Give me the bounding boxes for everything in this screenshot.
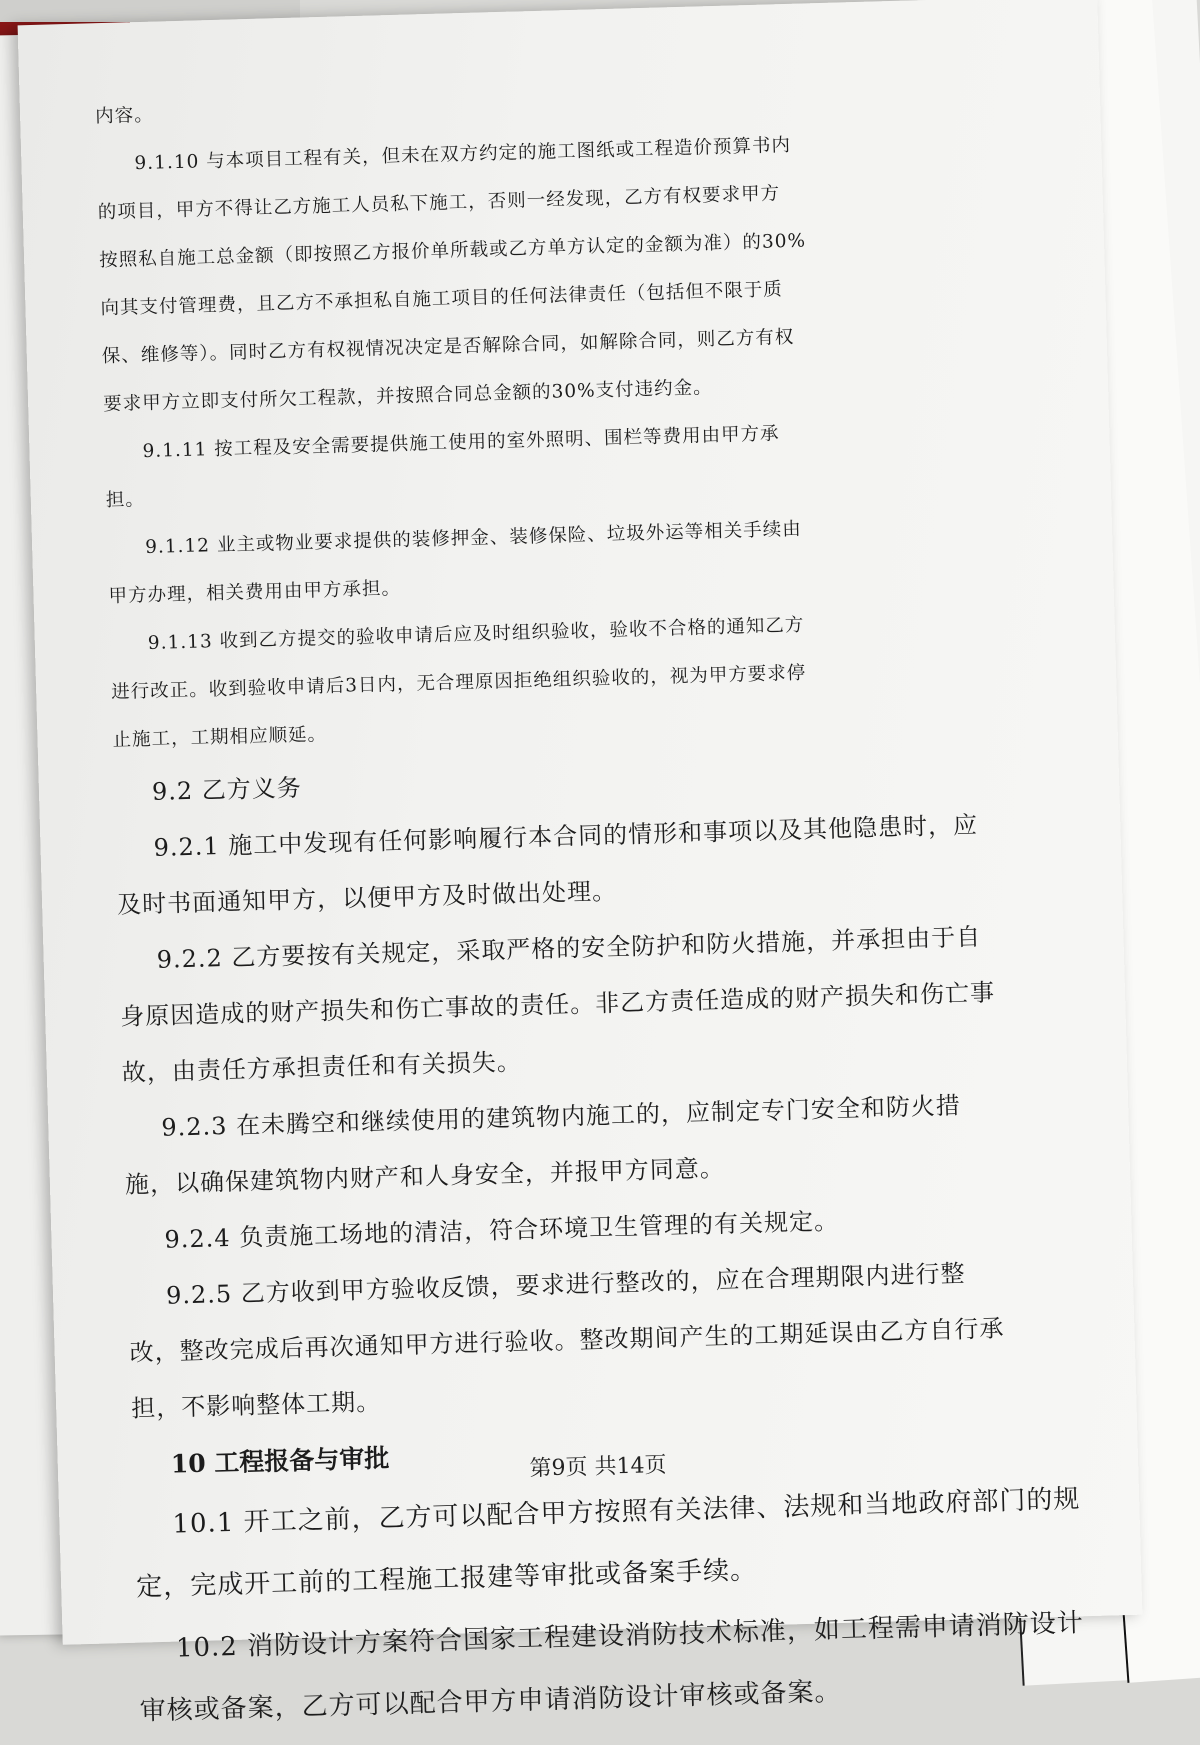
text-line: 审核或备案，乙方可以配合甲方申请消防设计审核或备案。: [139, 1677, 842, 1727]
page-body: [95, 66, 1131, 1743]
text-line: 向其支付管理费，且乙方不承担私自施工项目的任何法律责任（包括但不限于质: [100, 279, 784, 320]
document-page: [18, 0, 1143, 1727]
text-line: 担。: [105, 489, 146, 512]
clause-9-2-3: 9.2.3 在未腾空和继续使用的建筑物内施工的，应制定专门安全和防火措: [161, 1091, 962, 1142]
clause-9-1-10: 9.1.10 与本项目工程有关，但未在双方约定的施工图纸或工程造价预算书内: [134, 134, 792, 175]
text-line: 止施工，工期相应顺延。: [112, 724, 328, 752]
text-line: 及时书面通知甲方，以便甲方及时做出处理。: [116, 877, 618, 919]
clause-9-1-11: 9.1.11 按工程及安全需要提供施工使用的室外照明、围栏等费用由甲方承: [142, 423, 780, 463]
text-line: 甲方办理，相关费用由甲方承担。: [108, 577, 402, 608]
text-line: 的项目，甲方不得让乙方施工人员私下施工，否则一经发现，乙方有权要求甲方: [97, 183, 781, 224]
clause-10-2: 10.2 消防设计方案符合国家工程建设消防技术标准，如工程需申请消防设计: [175, 1608, 1085, 1664]
clause-9-1-13: 9.1.13 收到乙方提交的验收申请后应及时组织验收，验收不合格的通知乙方: [147, 614, 805, 654]
text-line: 保、维修等）。同时乙方有权视情况决定是否解除合同，如解除合同，则乙方有权: [101, 326, 795, 368]
clause-10-1: 10.1 开工之前，乙方可以配合甲方按照有关法律、法规和当地政府部门的规: [172, 1484, 1081, 1540]
text-line: 要求甲方立即支付所欠工程款，并按照合同总金额的30%支付违约金。: [102, 377, 713, 416]
text-line: 担，不影响整体工期。: [130, 1387, 382, 1423]
clause-9-2-1: 9.2.1 施工中发现有任何影响履行本合同的情形和事项以及其他隐患时，应: [153, 810, 979, 862]
clause-9-2-5: 9.2.5 乙方收到甲方验收反馈，要求进行整改的，应在合理期限内进行整: [165, 1259, 966, 1310]
clause-9-1-12: 9.1.12 业主或物业要求提供的装修押金、装修保险、垃圾外运等相关手续由: [144, 518, 802, 559]
section-9-2-heading: 9.2 乙方义务: [151, 773, 303, 806]
page-number-footer: 第9页 共14页: [529, 1452, 667, 1482]
clause-9-2-4: 9.2.4 负责施工场地的清洁，符合环境卫生管理的有关规定。: [164, 1206, 840, 1254]
text-line: 改，整改完成后再次通知甲方进行验收。整改期间产生的工期延误由乙方自行承: [129, 1314, 1005, 1367]
clause-9-2-2: 9.2.2 乙方要按有关规定，采取严格的安全防护和防火措施，并承担由于自: [156, 922, 982, 974]
text-line: 故，由责任方承担责任和有关损失。: [121, 1047, 523, 1087]
section-10-heading: 10 工程报备与审批: [170, 1443, 390, 1479]
text-line: 进行改正。收到验收申请后3日内，无合理原因拒绝组织验收的，视为甲方要求停: [110, 662, 807, 704]
text-line: 施，以确保建筑物内财产和人身安全，并报甲方同意。: [124, 1154, 726, 1199]
text-line: 内容。: [94, 104, 154, 128]
text-line: 定，完成开工前的工程施工报建等审批或备案手续。: [135, 1555, 758, 1603]
text-line: 按照私自施工总金额（即按照乙方报价单所载或乙方单方认定的金额为准）的30%: [98, 230, 807, 272]
text-line: 身原因造成的财产损失和伤亡事故的责任。非乙方责任造成的财产损失和伤亡事: [119, 978, 996, 1031]
